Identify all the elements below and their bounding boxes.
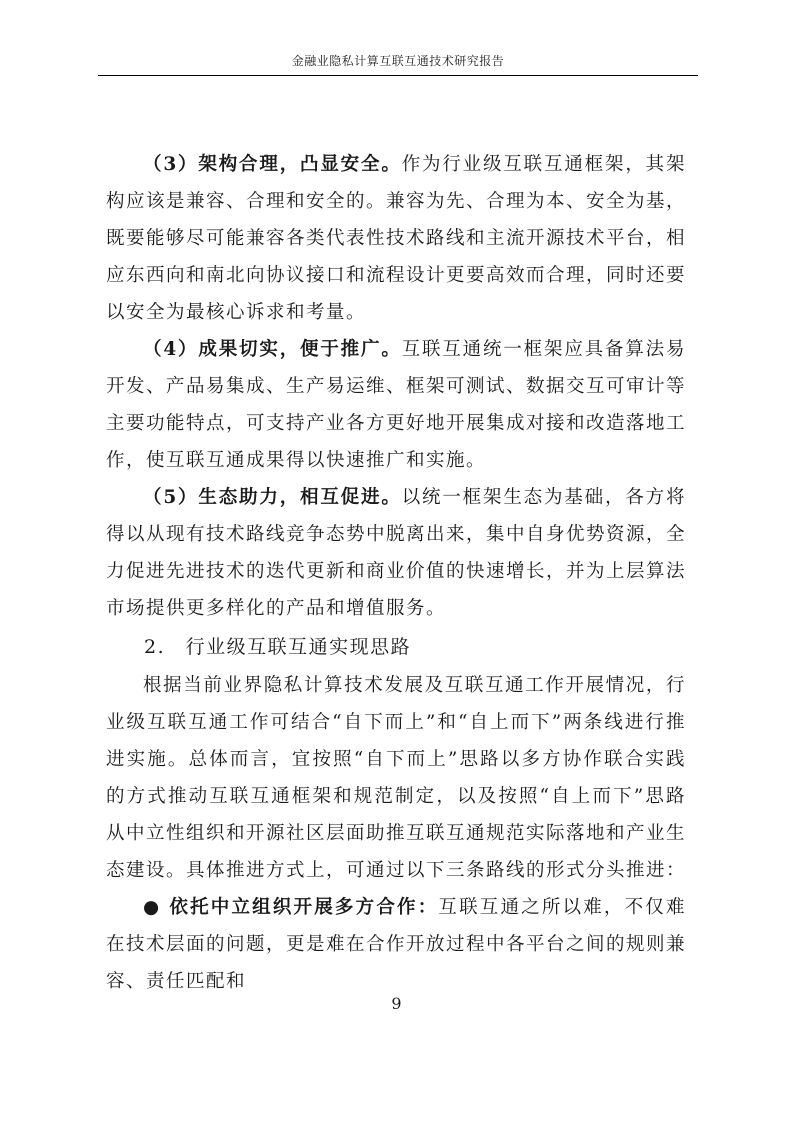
paragraph-text: 互联互通统一框架应具备算法易开发、产品易集成、生产易运维、框架可测试、数据交互可审计等主要功能特点，可支持产业各方更好地开展集成对接和改造落地工作，使互联互通成果得以快速推广和实施。 (106, 339, 687, 471)
main-content (106, 146, 686, 1000)
bullet-text: 互联互通之所以难，不仅难在技术层面的问题，更是难在合作开放过程中各平台之间的规则兼容、责任匹配和 (106, 897, 687, 992)
page-number: 9 (391, 994, 402, 1013)
bullet-lead: 依托中立组织开展多方合作： (169, 897, 439, 918)
section-intro: 根据当前业界隐私计算技术发展及互联互通工作开展情况，行业级互联互通工作可结合“自下而上”和“自上而下”两条线进行推进实施。总体而言，宜按照“自下而上”思路以多方协作联合实践的方式推动互联互通框架和规范制定，以及按照“自上而下”思路从中立性组织和开源社区层面助推互联互通规范实际落地和产业生态建设。具体推进方式上，可通过以下三条路线的形式分头推进： (106, 675, 687, 881)
paragraph-text: 作为行业级互联互通框架，其架构应该是兼容、合理和安全的。兼容为先、合理为本、安全为基，既要能够尽可能兼容各类代表性技术路线和主流开源技术平台，相应东西向和南北向协议接口和流程设计更要高效而合理，同时还要以安全为最核心诉求和考量。 (106, 154, 687, 323)
paragraph-architecture (106, 146, 686, 331)
paragraph-lead: （3）架构合理，凸显安全。 (143, 154, 402, 175)
paragraph-results (106, 331, 686, 479)
paragraph-lead: （4）成果切实，便于推广。 (143, 339, 402, 360)
running-header: 金融业隐私计算互联互通技术研究报告 (291, 54, 505, 68)
section-heading: 2. 行业级互联互通实现思路 (144, 636, 412, 658)
paragraph-text: 以统一框架生态为基础，各方将得以从现有技术路线竞争态势中脱离出来，集中自身优势资源，全力促进先进技术的迭代更新和商业价值的快速增长，并为上层算法市场提供更多样化的产品和增值服务。 (106, 487, 687, 619)
header-rule (98, 75, 698, 76)
bullet-icon: ● (143, 897, 162, 918)
paragraph-lead: （5）生态助力，相互促进。 (143, 487, 402, 508)
paragraph-ecosystem (106, 479, 686, 627)
bullet-item (106, 889, 686, 1000)
